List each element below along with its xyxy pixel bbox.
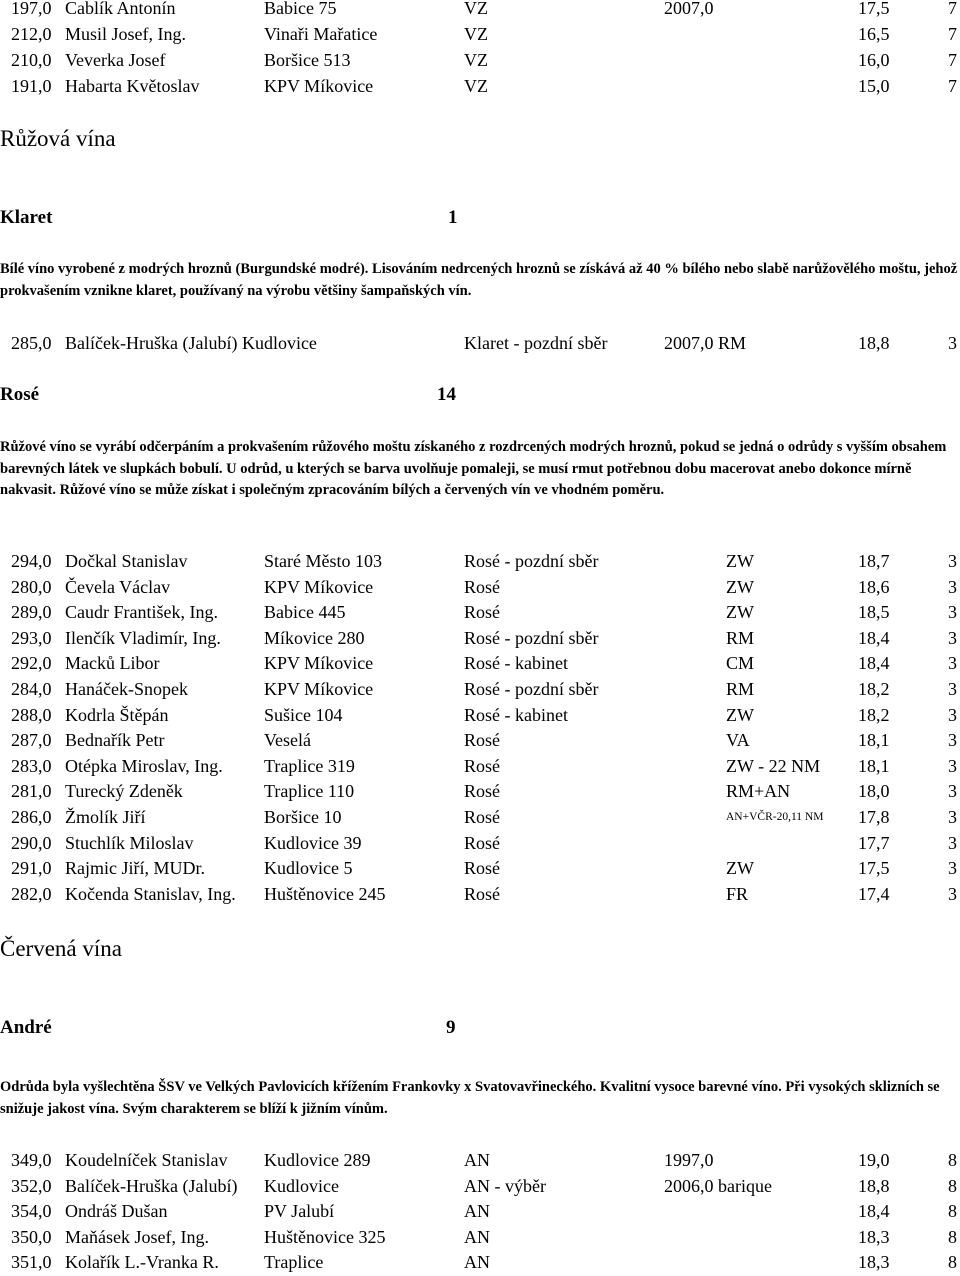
variety-header-klaret — [0, 205, 960, 231]
wine-category: AN — [464, 1252, 490, 1272]
medal-code: 3 — [948, 807, 957, 827]
variety-header-andre — [0, 1015, 960, 1041]
medal-code: 3 — [948, 781, 957, 802]
table-row — [0, 650, 960, 676]
table-row — [0, 778, 960, 804]
score: 15,0 — [858, 76, 890, 96]
wine-category: Rosé - pozdní sběr — [464, 551, 599, 571]
grower-address: PV Jalubí — [264, 1201, 335, 1221]
grower-name: Macků Libor — [65, 653, 160, 674]
medal-code: 3 — [948, 883, 957, 904]
grower-address: Sušice 104 — [264, 704, 343, 725]
variety-count: 14 — [437, 384, 456, 405]
grower-name: Dočkal Stanislav — [65, 551, 188, 571]
grower-address: KPV Míkovice — [264, 576, 374, 597]
wine-category: Rosé - kabinet — [464, 653, 568, 674]
grower-name: Balíček-Hruška (Jalubí) — [65, 1175, 238, 1196]
wine-variety-note: FR — [726, 883, 749, 904]
wine-category: Rosé - pozdní sběr — [464, 627, 599, 648]
grower-name: Kočenda Stanislav, Ing. — [65, 883, 236, 904]
table-row — [0, 1198, 960, 1224]
score: 18,4 — [858, 653, 890, 674]
score: 16,5 — [858, 24, 890, 44]
wine-category: VZ — [464, 50, 488, 70]
table-row — [0, 1173, 960, 1199]
grower-name: Čevela Václav — [65, 576, 171, 597]
table-row — [0, 574, 960, 600]
grower-name: Ondráš Dušan — [65, 1201, 168, 1221]
vintage: 2006,0 barique — [664, 1175, 772, 1196]
entry-number: 349,0 — [11, 1150, 52, 1170]
entry-number: 212,0 — [11, 24, 52, 44]
grower-address: Boršice 10 — [264, 807, 342, 827]
entry-number: 352,0 — [11, 1175, 52, 1196]
grower-name: Balíček-Hruška (Jalubí) Kudlovice — [65, 333, 317, 353]
entry-number: 283,0 — [11, 755, 52, 776]
section-title-rose-wines: Růžová vína — [0, 126, 116, 151]
table-row — [0, 881, 960, 907]
table-row — [0, 855, 960, 881]
entry-number: 191,0 — [11, 76, 52, 96]
score: 17,8 — [858, 807, 890, 827]
score: 18,8 — [858, 333, 890, 353]
medal-code: 3 — [948, 576, 957, 597]
medal-code: 8 — [948, 1226, 957, 1247]
medal-code: 3 — [948, 679, 957, 699]
wine-category: Rosé — [464, 807, 500, 827]
grower-address: Traplice 110 — [264, 781, 355, 802]
variety-title: Klaret — [0, 207, 53, 228]
grower-address: Veselá — [264, 730, 311, 751]
entry-number: 294,0 — [11, 551, 52, 571]
grower-name: Maňásek Josef, Ing. — [65, 1226, 209, 1247]
grower-name: Ilenčík Vladimír, Ing. — [65, 627, 221, 648]
medal-code: 3 — [948, 730, 957, 751]
score: 18,0 — [858, 781, 890, 802]
score: 18,2 — [858, 704, 890, 725]
wine-variety-note: VA — [726, 730, 750, 751]
grower-address: Vinaři Mařatice — [264, 24, 378, 44]
entry-number: 290,0 — [11, 832, 52, 853]
score: 17,5 — [858, 0, 890, 18]
wine-variety-note: ZW — [726, 858, 754, 879]
table-row — [0, 804, 960, 830]
entry-number: 197,0 — [11, 0, 52, 18]
score: 18,1 — [858, 730, 890, 751]
wine-category: VZ — [464, 24, 488, 44]
grower-address: Huštěnovice 325 — [264, 1226, 386, 1247]
table-row — [0, 1249, 960, 1275]
wine-category: Rosé — [464, 755, 500, 776]
wine-variety-note: CM — [726, 653, 755, 674]
grower-name: Stuchlík Miloslav — [65, 832, 194, 853]
variety-description: Bílé víno vyrobené z modrých hroznů (Burgundské modré). Lisováním nedrcených hroznů se získává až 40 % bílého nebo slabě narůžovělého moštu, jehož prokvašením vznikne klaret, používaný na výrobu většiny šampaňských vín. — [0, 261, 958, 299]
score: 17,4 — [858, 883, 890, 904]
entry-number: 351,0 — [11, 1252, 52, 1272]
medal-code: 8 — [948, 1252, 957, 1272]
grower-address: KPV Míkovice — [264, 653, 374, 674]
grower-address: KPV Míkovice — [264, 76, 374, 96]
score: 19,0 — [858, 1150, 890, 1170]
wine-variety-note: ZW — [726, 576, 754, 597]
entry-number: 280,0 — [11, 576, 52, 597]
grower-name: Bednařík Petr — [65, 730, 165, 751]
table-row — [0, 21, 960, 47]
grower-address: Kudlovice 289 — [264, 1150, 371, 1170]
table-row — [0, 753, 960, 779]
table-row — [0, 73, 960, 99]
table-row — [0, 727, 960, 753]
entry-number: 350,0 — [11, 1226, 52, 1247]
score: 18,8 — [858, 1175, 890, 1196]
grower-address: Huštěnovice 245 — [264, 883, 386, 904]
table-row — [0, 830, 960, 856]
grower-address: Staré Město 103 — [264, 551, 382, 571]
table-row — [0, 702, 960, 728]
medal-code: 3 — [948, 755, 957, 776]
medal-code: 3 — [948, 333, 957, 353]
table-row — [0, 1147, 960, 1173]
grower-address: KPV Míkovice — [264, 679, 374, 699]
variety-header-rose — [0, 382, 960, 408]
medal-code: 8 — [948, 1175, 957, 1196]
wine-variety-note: RM — [726, 627, 755, 648]
entry-number: 354,0 — [11, 1201, 52, 1221]
score: 17,7 — [858, 832, 890, 853]
score: 18,4 — [858, 1201, 890, 1221]
table-row — [0, 625, 960, 651]
score: 18,7 — [858, 551, 890, 571]
medal-code: 3 — [948, 551, 957, 571]
medal-code: 7 — [948, 50, 957, 70]
grower-name: Rajmic Jiří, MUDr. — [65, 858, 205, 879]
grower-address: Kudlovice 5 — [264, 858, 353, 879]
entry-number: 281,0 — [11, 781, 52, 802]
grower-address: Babice 445 — [264, 602, 346, 623]
entry-number: 288,0 — [11, 704, 52, 725]
entry-number: 282,0 — [11, 883, 52, 904]
medal-code: 3 — [948, 704, 957, 725]
entry-number: 287,0 — [11, 730, 52, 751]
score: 18,2 — [858, 679, 890, 699]
grower-name: Hanáček-Snopek — [65, 679, 188, 699]
entry-number: 284,0 — [11, 679, 52, 699]
variety-count: 1 — [448, 207, 458, 228]
medal-code: 8 — [948, 1150, 957, 1170]
vintage: 2007,0 RM — [664, 333, 747, 353]
wine-category: VZ — [464, 0, 488, 18]
grower-name: Otépka Miroslav, Ing. — [65, 755, 223, 776]
table-row — [0, 0, 960, 21]
score: 18,3 — [858, 1252, 890, 1272]
wine-category: Klaret - pozdní sběr — [464, 333, 608, 353]
wine-category: Rosé — [464, 576, 500, 597]
wine-variety-note: AN+VČR-20,11 NM — [726, 811, 824, 823]
medal-code: 3 — [948, 832, 957, 853]
wine-category: VZ — [464, 76, 488, 96]
grower-address: Míkovice 280 — [264, 627, 365, 648]
grower-name: Kolařík L.-Vranka R. — [65, 1252, 219, 1272]
entry-number: 289,0 — [11, 602, 52, 623]
score: 16,0 — [858, 50, 890, 70]
score: 17,5 — [858, 858, 890, 879]
wine-category: Rosé — [464, 781, 500, 802]
grower-name: Koudelníček Stanislav — [65, 1150, 228, 1170]
wine-variety-note: RM+AN — [726, 781, 791, 802]
wine-category: AN — [464, 1201, 490, 1221]
table-row — [0, 1224, 960, 1250]
grower-name: Žmolík Jiří — [65, 807, 146, 827]
grower-name: Musil Josef, Ing. — [65, 24, 186, 44]
wine-category: Rosé - kabinet — [464, 704, 568, 725]
wine-category: Rosé - pozdní sběr — [464, 679, 599, 699]
wine-category: AN — [464, 1226, 490, 1247]
wine-variety-note: RM — [726, 679, 755, 699]
wine-category: Rosé — [464, 602, 500, 623]
vintage: 2007,0 — [664, 0, 714, 18]
table-row — [0, 599, 960, 625]
medal-code: 7 — [948, 24, 957, 44]
wine-category: AN - výběr — [464, 1175, 546, 1196]
medal-code: 3 — [948, 627, 957, 648]
entry-number: 210,0 — [11, 50, 52, 70]
grower-name: Habarta Květoslav — [65, 76, 200, 96]
grower-name: Veverka Josef — [65, 50, 166, 70]
grower-name: Turecký Zdeněk — [65, 781, 183, 802]
grower-name: Kodrla Štěpán — [65, 704, 169, 725]
entry-number: 292,0 — [11, 653, 52, 674]
score: 18,6 — [858, 576, 890, 597]
medal-code: 3 — [948, 602, 957, 623]
section-title-red-wines: Červená vína — [0, 936, 122, 961]
table-row — [0, 330, 960, 356]
grower-address: Babice 75 — [264, 0, 337, 18]
variety-count: 9 — [446, 1017, 456, 1038]
medal-code: 3 — [948, 858, 957, 879]
table-row — [0, 47, 960, 73]
wine-variety-note: ZW — [726, 704, 754, 725]
score: 18,1 — [858, 755, 890, 776]
wine-category: AN — [464, 1150, 490, 1170]
medal-code: 7 — [948, 76, 957, 96]
table-row — [0, 676, 960, 702]
grower-address: Traplice — [264, 1252, 324, 1272]
score: 18,4 — [858, 627, 890, 648]
entry-number: 286,0 — [11, 807, 52, 827]
grower-address: Kudlovice 39 — [264, 832, 362, 853]
variety-title: André — [0, 1017, 52, 1038]
table-row — [0, 548, 960, 574]
wine-category: Rosé — [464, 730, 500, 751]
score: 18,5 — [858, 602, 890, 623]
entry-number: 291,0 — [11, 858, 52, 879]
grower-name: Cablík Antonín — [65, 0, 176, 18]
variety-description: Odrůda byla vyšlechtěna ŠSV ve Velkých Pavlovicích křížením Frankovky x Svatovavřineckého. Kvalitní vysoce barevné víno. Při vysokých sklizních se snižuje jakost vína. Svým charakterem se blíží k jižním vínům. — [0, 1079, 940, 1117]
wine-variety-note: ZW — [726, 551, 754, 571]
grower-address: Traplice 319 — [264, 755, 355, 776]
wine-variety-note: ZW — [726, 602, 754, 623]
wine-category: Rosé — [464, 832, 500, 853]
entry-number: 293,0 — [11, 627, 52, 648]
wine-variety-note: ZW - 22 NM — [726, 755, 821, 776]
variety-title: Rosé — [0, 384, 40, 405]
medal-code: 7 — [948, 0, 957, 18]
variety-description: Růžové víno se vyrábí odčerpáním a prokvašením růžového moštu získaného z rozdrcených modrých hroznů, pokud se jedná o odrůdy s vyšším obsahem barevných látek ve slupkách bobulí. U odrůd, u kterých se barva uvolňuje pomaleji, se musí rmut potřebnou dobu macerovat anebo dokonce mírně nakvasit. Růžové víno se může získat i společným zpracováním bílých a červených vín ve vhodném poměru. — [0, 439, 947, 498]
wine-category: Rosé — [464, 858, 500, 879]
wine-category: Rosé — [464, 883, 500, 904]
score: 18,3 — [858, 1226, 890, 1247]
grower-address: Kudlovice — [264, 1175, 339, 1196]
medal-code: 8 — [948, 1201, 957, 1221]
grower-name: Caudr František, Ing. — [65, 602, 218, 623]
vintage: 1997,0 — [664, 1150, 714, 1170]
grower-address: Boršice 513 — [264, 50, 351, 70]
entry-number: 285,0 — [11, 333, 52, 353]
medal-code: 3 — [948, 653, 957, 674]
